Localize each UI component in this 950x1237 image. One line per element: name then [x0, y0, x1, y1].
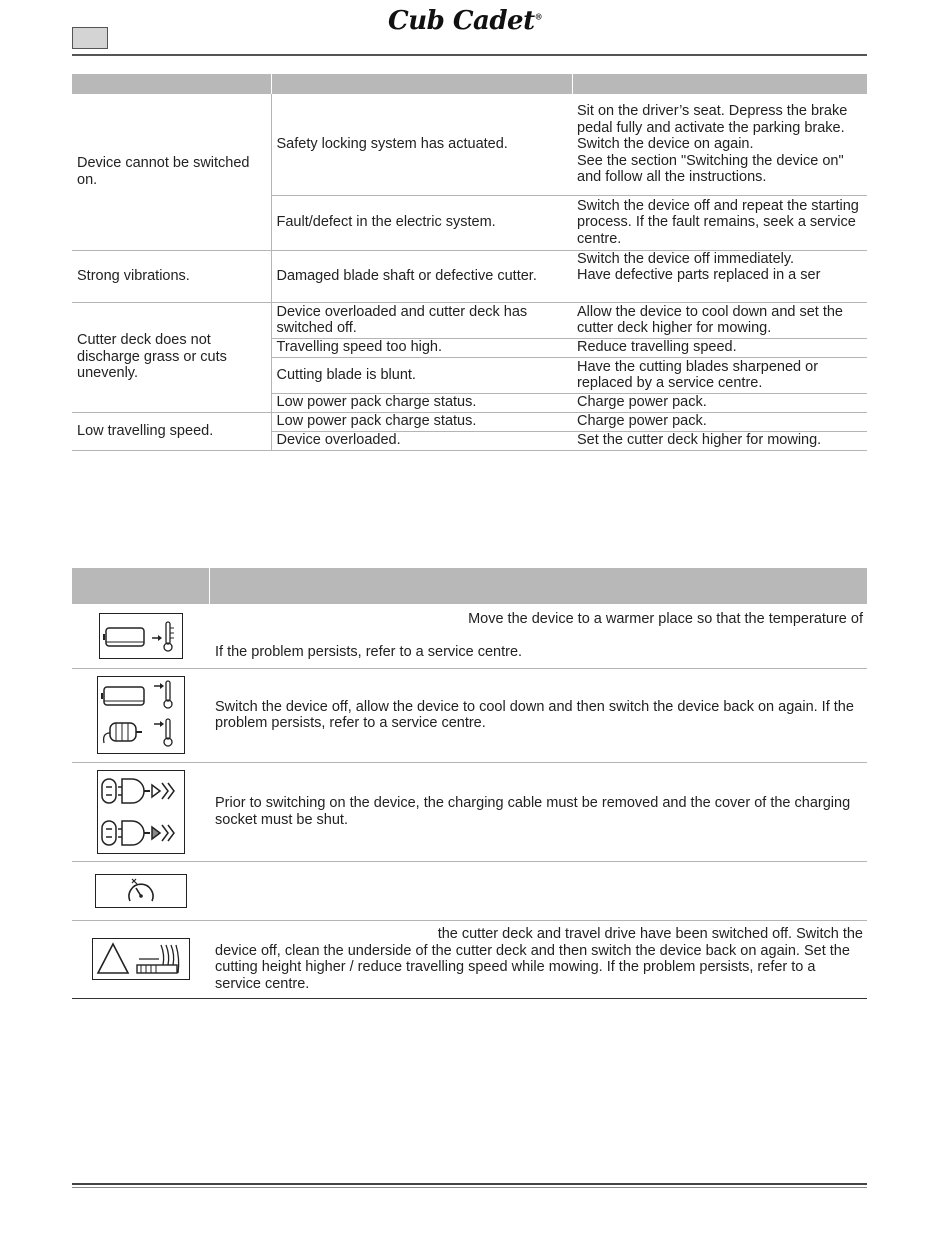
message-line: Move the device to a warmer place so that the temperature of [468, 610, 863, 627]
cause-cell: Damaged blade shaft or defective cutter. [271, 250, 572, 302]
remedy-cell: Switch the device off immediately. Have defective parts replaced in a ser [572, 250, 867, 302]
brand-logo: Cub Cadet® [388, 6, 543, 36]
header-rule [72, 54, 867, 56]
message-line: If the problem persists, refer to a service centre. [215, 644, 523, 661]
cause-cell: Low power pack charge status. [271, 393, 572, 412]
message-text [209, 861, 867, 920]
remedy-cell: Have the cutting blades sharpened or replaced by a service centre. [572, 357, 867, 393]
cause-cell: Safety locking system has actuated. [271, 94, 572, 195]
table-header-row [72, 74, 867, 94]
remedy-cell: Charge power pack. [572, 393, 867, 412]
cause-cell: Low power pack charge status. [271, 412, 572, 431]
cause-cell: Fault/defect in the electric system. [271, 195, 572, 250]
table-row [72, 861, 867, 920]
troubleshooting-table [72, 74, 867, 451]
problem-cell: Device cannot be switched on. [72, 94, 271, 250]
message-line: the cutter deck and travel drive have been switched off. Switch the [437, 926, 863, 942]
cause-cell: Device overloaded and cutter deck has switched off. [271, 302, 572, 338]
warning-cutter-deck-icon [92, 938, 190, 980]
header-remedy [572, 74, 867, 94]
table-row [72, 668, 867, 762]
message-text: Switch the device off, allow the device to cool down and then switch the device back on again. If the problem persists, refer to a service centre. [209, 668, 867, 762]
remedy-cell: Sit on the driver’s seat. Depress the brake pedal fully and activate the parking brake. Switch the device on again. See the section "Switching the device on" and follow all the instructions. [572, 94, 867, 195]
table-row [72, 412, 867, 431]
header-meaning [209, 568, 867, 604]
battery-temperature-icon [99, 613, 183, 659]
battery-motor-overheat-icon [97, 676, 185, 754]
speedometer-icon [95, 874, 187, 908]
message-text: Prior to switching on the device, the charging cable must be removed and the cover of the charging socket must be shut. [209, 762, 867, 861]
remedy-cell: Allow the device to cool down and set the cutter deck higher for mowing. [572, 302, 867, 338]
remedy-cell: Switch the device off and repeat the starting process. If the fault remains, seek a service centre. [572, 195, 867, 250]
table-row [72, 604, 867, 668]
cause-cell: Device overloaded. [271, 431, 572, 450]
table-row [72, 250, 867, 302]
problem-cell: Cutter deck does not discharge grass or cuts unevenly. [72, 302, 271, 412]
problem-cell: Low travelling speed. [72, 412, 271, 450]
footer-rule-thin [72, 1187, 867, 1188]
header-problem [72, 74, 271, 94]
message-line: device off, clean the underside of the cutter deck and then switch the device back on again. Set the cutting height higher / reduce travelling speed while mowing. If the problem persists, refer to a service centre. [215, 942, 850, 992]
warnings-table [72, 568, 867, 999]
remedy-cell: Set the cutter deck higher for mowing. [572, 431, 867, 450]
header-display [72, 568, 209, 604]
table-row [72, 762, 867, 861]
table-row [72, 94, 867, 195]
cause-cell: Travelling speed too high. [271, 338, 572, 357]
charging-plug-icon [97, 770, 185, 854]
cause-cell: Cutting blade is blunt. [271, 357, 572, 393]
remedy-cell: Charge power pack. [572, 412, 867, 431]
table-row [72, 920, 867, 998]
remedy-cell: Reduce travelling speed. [572, 338, 867, 357]
table-header-row [72, 568, 867, 604]
header-cause [271, 74, 572, 94]
problem-cell: Strong vibrations. [72, 250, 271, 302]
page-number-box [72, 27, 108, 49]
table-row [72, 302, 867, 338]
footer-rule [72, 1183, 867, 1185]
